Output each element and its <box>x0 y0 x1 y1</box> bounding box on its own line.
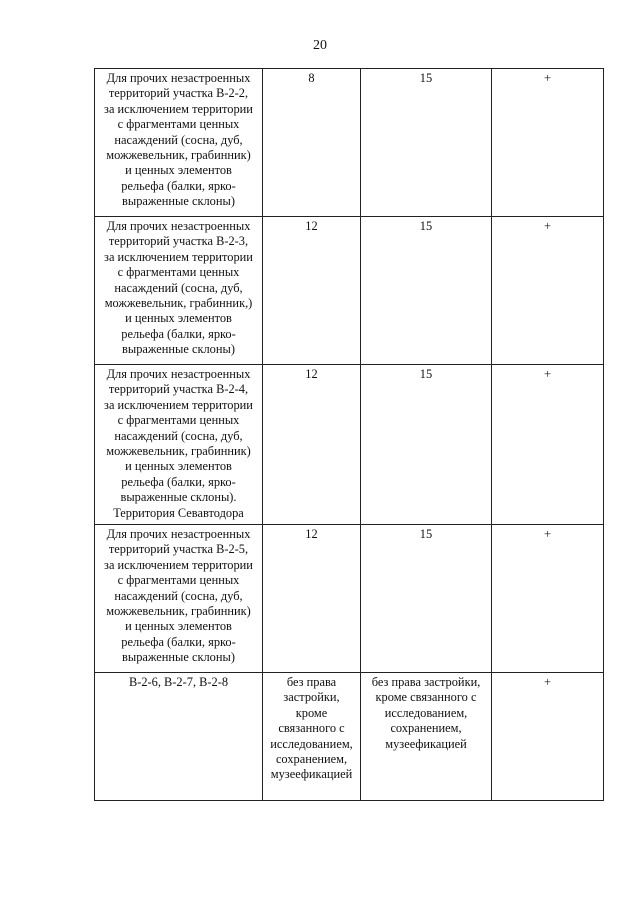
page-number: 20 <box>313 38 327 53</box>
row-plus-mark: + <box>492 217 604 365</box>
row-plus-mark: + <box>492 365 604 525</box>
row-value-col3: 15 <box>361 525 492 673</box>
row-value-col2: 12 <box>263 365 361 525</box>
table-row <box>95 673 604 801</box>
table-row <box>95 365 604 525</box>
zoning-table <box>94 68 604 801</box>
row-value-col2: 8 <box>263 69 361 217</box>
row-value-col3: 15 <box>361 217 492 365</box>
row-value-col2: 12 <box>263 217 361 365</box>
table-row <box>95 217 604 365</box>
table-row <box>95 525 604 673</box>
row-plus-mark: + <box>492 69 604 217</box>
row-value-col3: 15 <box>361 365 492 525</box>
row-plus-mark: + <box>492 673 604 801</box>
row-description: В-2-6, В-2-7, В-2-8 <box>95 673 263 801</box>
row-description: Для прочих незастроенных территорий участка В-2-3, за исключением территории с фрагментами ценных насаждений (сосна, дуб, можжевельник, грабинник,) и ценных элементов рельефа (балки, ярко- выраженные склоны) <box>95 217 263 365</box>
row-plus-mark: + <box>492 525 604 673</box>
row-description: Для прочих незастроенных территорий участка В-2-4, за исключением территории с фрагментами ценных насаждений (сосна, дуб, можжевельник, грабинник) и ценных элементов рельефа (балки, ярко- выраженные склоны). Территория Севавтодора <box>95 365 263 525</box>
table-row <box>95 69 604 217</box>
row-value-col3: без права застройки, кроме связанного с исследованием, сохранением, музеефикацией <box>361 673 492 801</box>
row-value-col3: 15 <box>361 69 492 217</box>
row-description: Для прочих незастроенных территорий участка В-2-2, за исключением территории с фрагментами ценных насаждений (сосна, дуб, можжевельник, грабинник) и ценных элементов рельефа (балки, ярко- выраженные склоны) <box>95 69 263 217</box>
row-description: Для прочих незастроенных территорий участка В-2-5, за исключением территории с фрагментами ценных насаждений (сосна, дуб, можжевельник, грабинник) и ценных элементов рельефа (балки, ярко- выраженные склоны) <box>95 525 263 673</box>
row-value-col2: без права застройки, кроме связанного с исследованием, сохранением, музеефикацией <box>263 673 361 801</box>
row-value-col2: 12 <box>263 525 361 673</box>
